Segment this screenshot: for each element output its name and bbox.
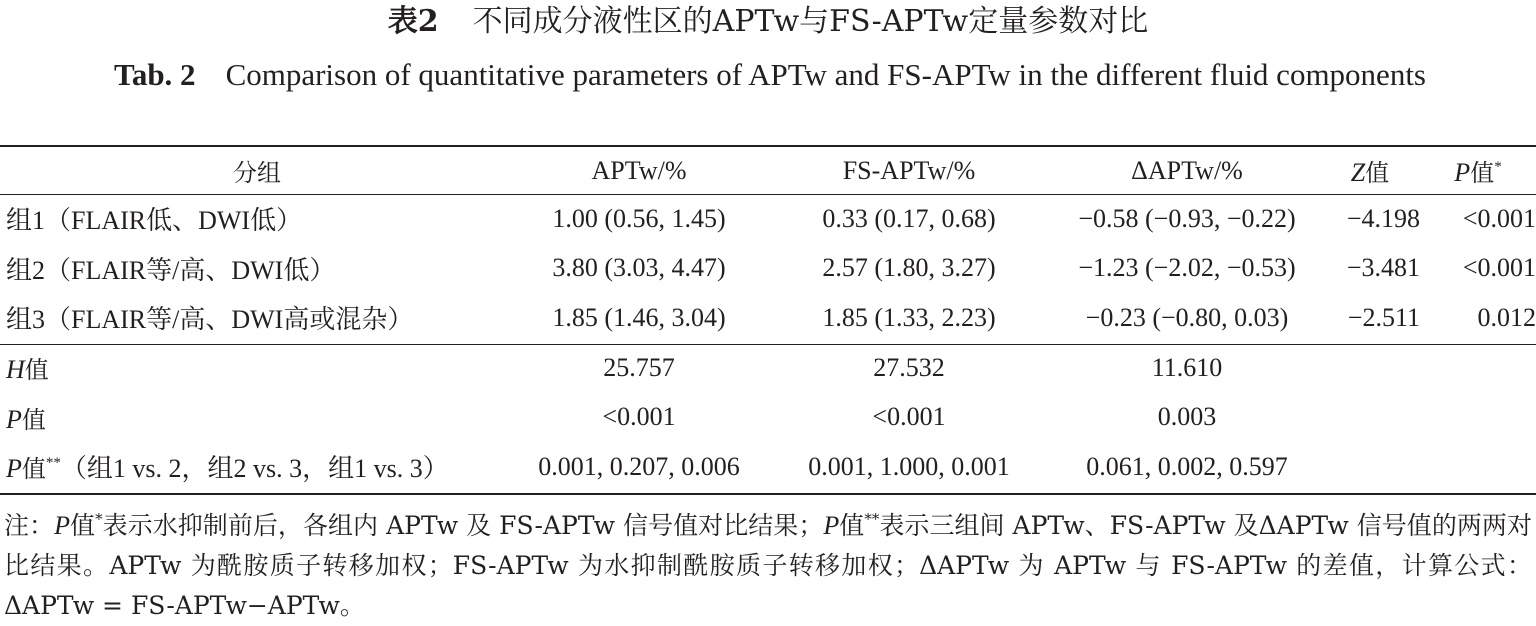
note-p1-mark: * [95, 510, 103, 528]
h-value-label [0, 343, 514, 393]
row2-delta-aptw: −1.23 (−2.02, −0.53) [1078, 253, 1296, 283]
row1-delta-aptw: −0.58 (−0.93, −0.22) [1078, 203, 1296, 233]
note-p2-letter: P [823, 511, 840, 540]
table-header-row [0, 147, 1536, 194]
row3-aptw: 1.85 (1.46, 3.04) [552, 302, 726, 332]
note-p1-suffix: 值 [69, 511, 96, 540]
table-bottom-rule [0, 493, 1536, 495]
caption-chinese-text: 不同成分液性区的APTw与FS-APTw定量参数对比 [472, 4, 1149, 39]
caption-english [60, 52, 1480, 98]
row3-fs-aptw: 1.85 (1.33, 2.23) [822, 302, 996, 332]
row3-delta-aptw: −0.23 (−0.80, 0.03) [1085, 302, 1289, 332]
h-suffix: 值 [24, 356, 49, 385]
row1-fs-aptw: 0.33 (0.17, 0.68) [822, 203, 996, 233]
note-p2-mark: ** [864, 510, 880, 528]
header-p-value [1420, 147, 1536, 194]
h-aptw: 25.757 [603, 352, 675, 382]
header-p-suffix: 值 [1470, 159, 1495, 187]
pp-aptw: 0.001, 0.207, 0.006 [538, 451, 740, 481]
header-p-letter: P [1454, 158, 1471, 187]
row2-z: −3.481 [1346, 253, 1420, 283]
header-z-letter: Z [1350, 158, 1366, 187]
header-z-value [1320, 147, 1420, 194]
pp-suffix: 值 [21, 455, 46, 484]
caption-english-text: Comparison of quantitative parameters of APTw and FS-APTw in the different fluid components [225, 57, 1426, 92]
caption-english-label: Tab. 2 [113, 57, 196, 92]
p-pairwise-label [0, 442, 514, 492]
row3-p: 0.012 [1477, 302, 1536, 332]
row2-aptw: 3.80 (3.03, 4.47) [552, 253, 726, 283]
caption-chinese [0, 2, 1536, 42]
note-p1-letter: P [54, 511, 70, 540]
row3-group: 组3（FLAIR等/高、DWI高或混杂） [6, 305, 414, 335]
comparison-table [0, 147, 1536, 492]
table-row-h-value [0, 343, 1536, 393]
row2-p: <0.001 [1462, 253, 1536, 283]
row1-aptw: 1.00 (0.56, 1.45) [552, 203, 726, 233]
table-row [0, 244, 1536, 294]
p-value-label [0, 392, 514, 442]
note-p1-text: 表示水抑制前后，各组内 APTw 及 FS-APTw 信号值对比结果； [102, 511, 824, 540]
pp-letter: P [6, 454, 22, 484]
p-fs-aptw: <0.001 [872, 402, 946, 432]
row2-group: 组2（FLAIR等/高、DWI低） [6, 255, 336, 285]
table-note [4, 506, 1532, 626]
pp-fs-aptw: 0.001, 1.000, 0.001 [808, 451, 1010, 481]
header-p-mark: * [1494, 159, 1502, 175]
pp-mark: ** [45, 455, 61, 472]
table-row [0, 293, 1536, 343]
row2-fs-aptw: 2.57 (1.80, 3.27) [822, 253, 996, 283]
header-group: 分组 [233, 159, 281, 187]
p-aptw: <0.001 [602, 402, 676, 432]
note-prefix: 注： [4, 511, 55, 540]
h-fs-aptw: 27.532 [873, 352, 945, 382]
p-delta-aptw: 0.003 [1157, 402, 1217, 432]
note-p2-suffix: 值 [839, 511, 865, 540]
row1-z: −4.198 [1346, 203, 1420, 233]
row1-p: <0.001 [1462, 203, 1536, 233]
table-row [0, 194, 1536, 244]
row3-z: −2.511 [1347, 302, 1420, 332]
h-delta-aptw: 11.610 [1151, 352, 1223, 382]
p-letter: P [6, 404, 22, 434]
header-delta-aptw: ΔAPTw/% [1131, 155, 1243, 185]
caption-chinese-label: 表2 [387, 4, 439, 39]
header-z-suffix: 值 [1365, 159, 1390, 187]
p-suffix: 值 [21, 405, 46, 434]
header-aptw: APTw/% [591, 155, 687, 185]
header-fs-aptw: FS-APTw/% [842, 155, 976, 185]
table-row-p-value [0, 392, 1536, 442]
table-row-p-pairwise [0, 442, 1536, 492]
h-letter: H [6, 355, 25, 385]
pp-desc: （组1 vs. 2，组2 vs. 3，组1 vs. 3） [60, 454, 449, 484]
pp-delta-aptw: 0.061, 0.002, 0.597 [1086, 451, 1288, 481]
row1-group: 组1（FLAIR低、DWI低） [6, 206, 303, 236]
note-p2-text: 表示三组间 APTw、FS-APTw 及ΔAPTw 信号值的两两对比结果。APTw 为酰胺质子转移加权；FS-APTw 为水抑制酰胺质子转移加权；ΔAPTw 为 APTw 与 FS-APTw 的差值，计算公式：ΔAPTw = FS-APTw−APTw。 [4, 511, 1532, 620]
